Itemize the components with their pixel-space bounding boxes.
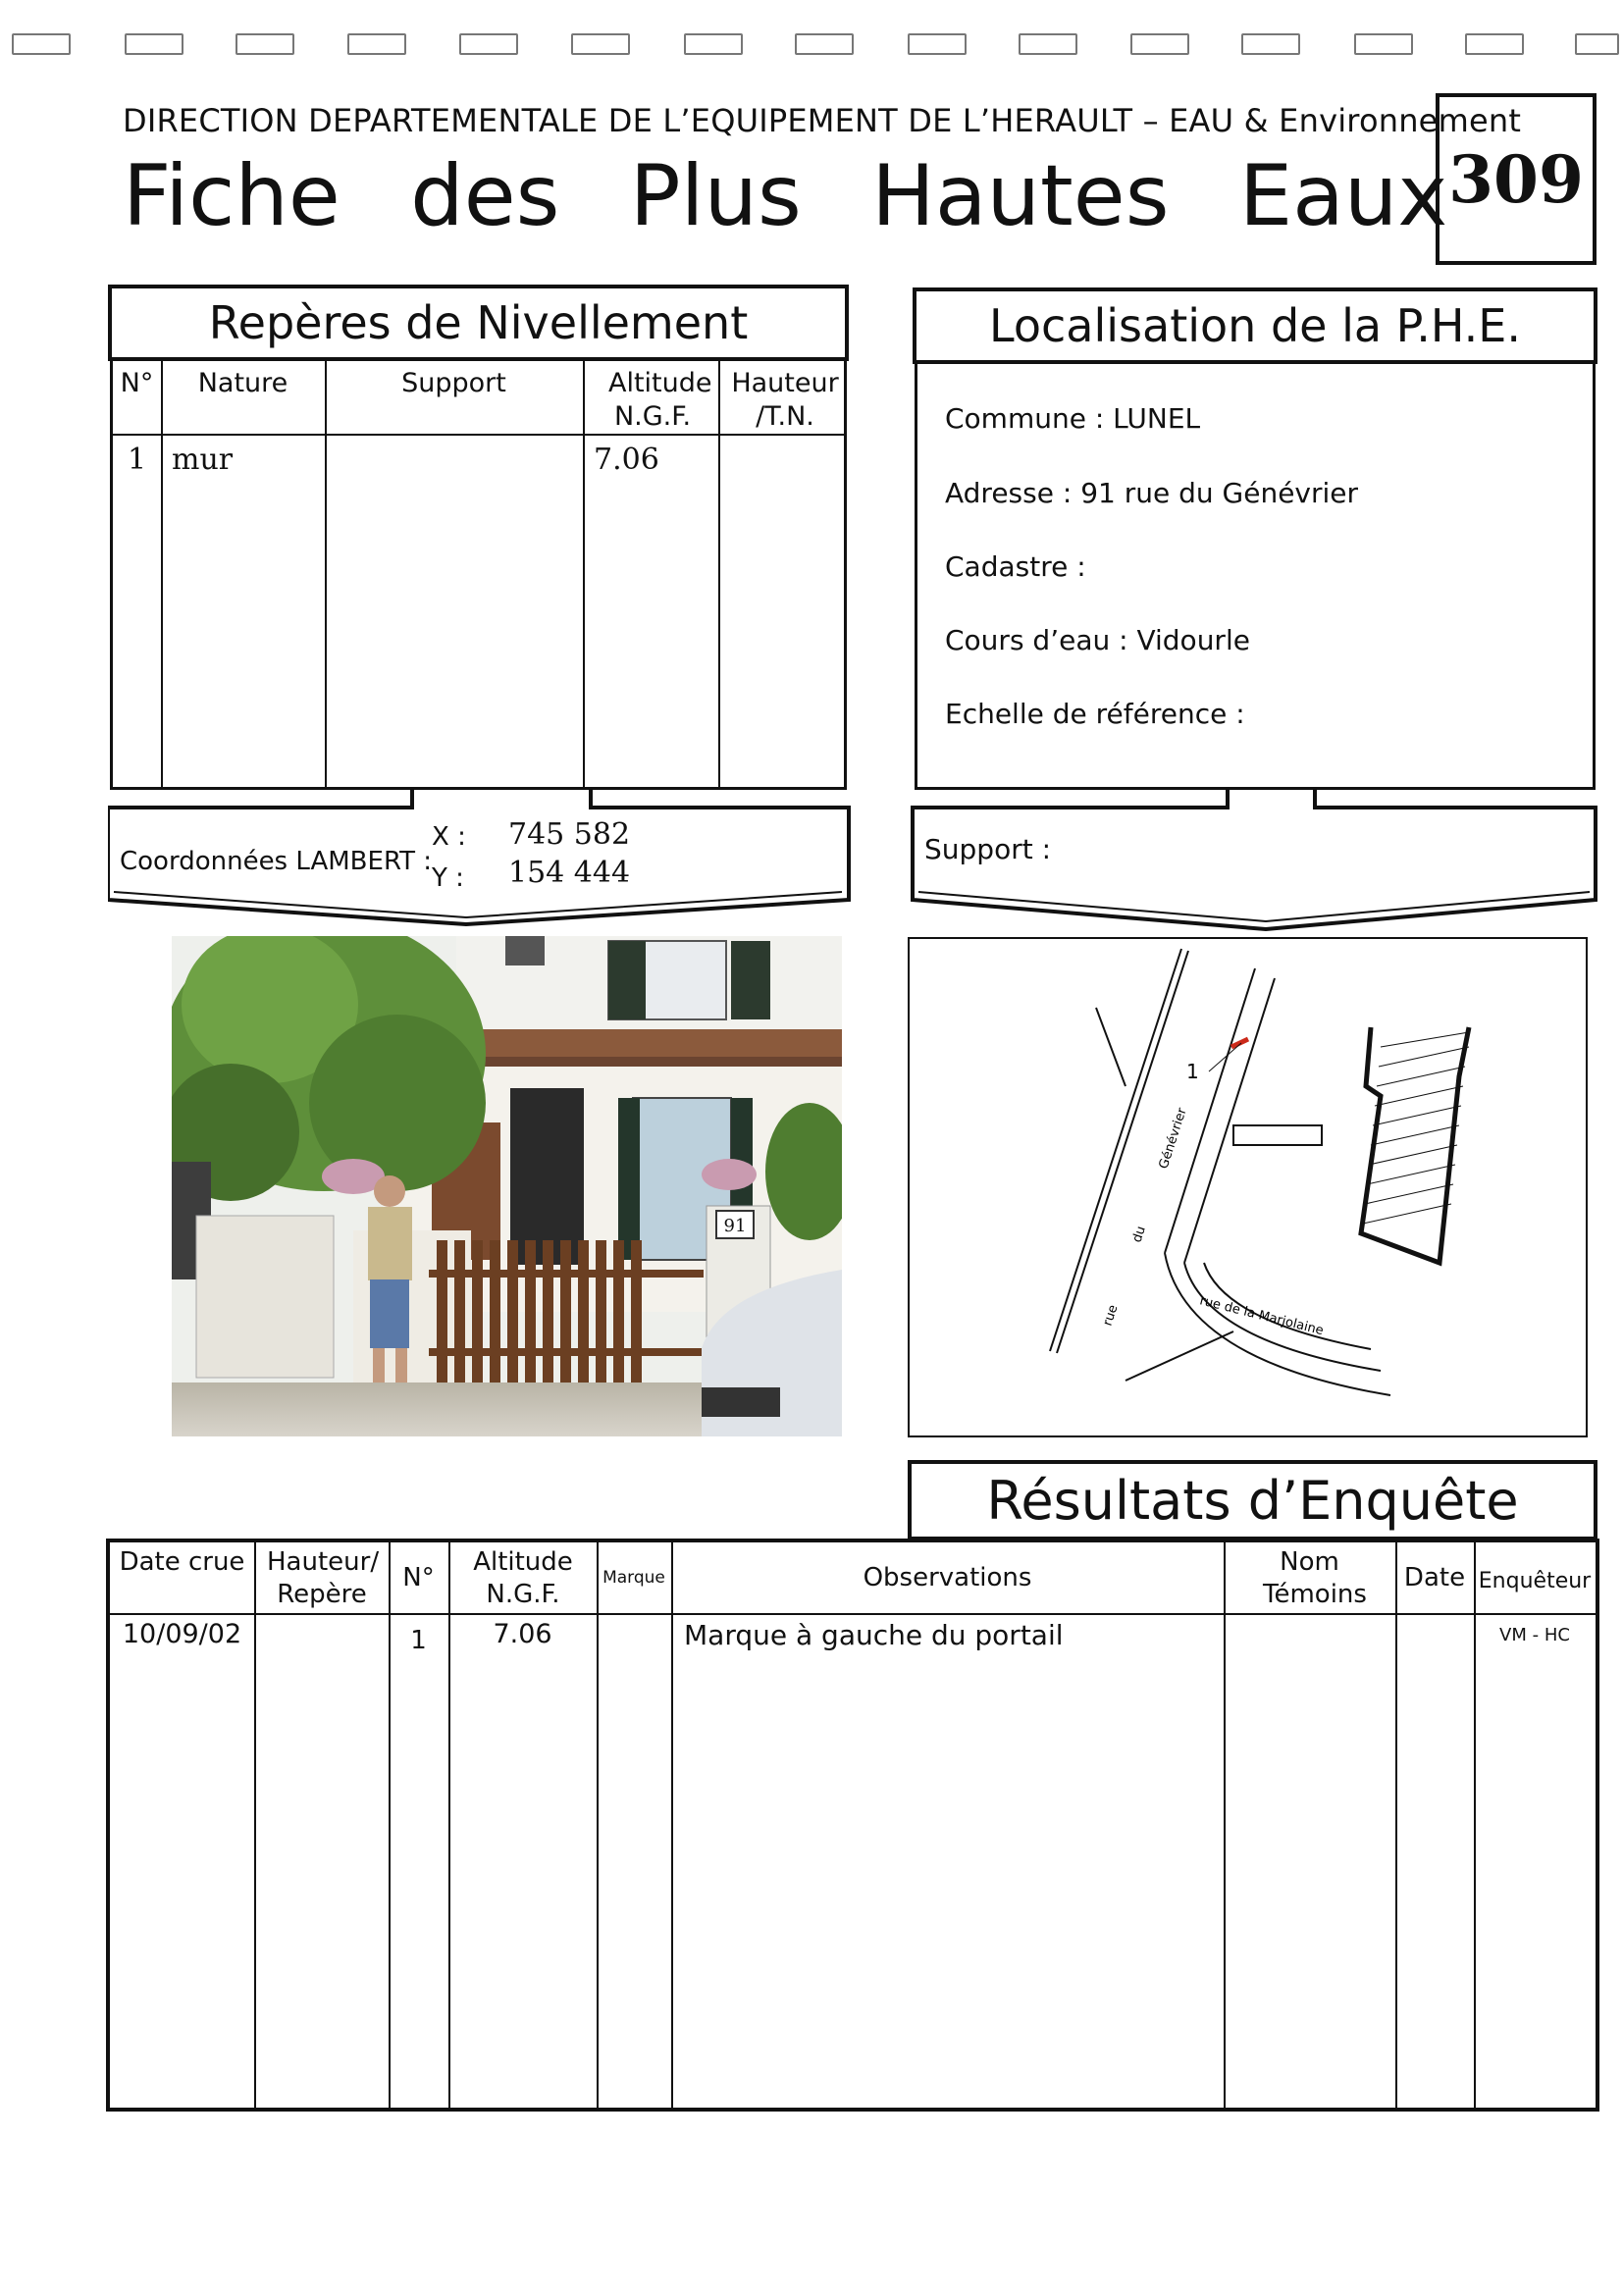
photo-illustration [172, 936, 842, 1436]
echelle-line: Echelle de référence : [945, 698, 1245, 730]
direction-header: DIRECTION DEPARTEMENTALE DE L’EQUIPEMENT DE L’HERAULT – EAU & Environnement [123, 102, 1522, 139]
x-value: 745 582 [508, 817, 631, 852]
col-header-altitude: Altitude N.G.F. [608, 368, 712, 432]
plan-street-rue: rue [1100, 1303, 1122, 1329]
support-label: Support : [924, 833, 1052, 865]
resultats-title [908, 1460, 1597, 1540]
localisation-title [913, 287, 1597, 364]
table-row-altitude: 7.06 [594, 443, 659, 477]
punch-hole [125, 33, 183, 55]
punch-hole [1241, 33, 1300, 55]
location-plan [908, 937, 1588, 1437]
col-header-enqueteur: Enquêteur [1478, 1569, 1592, 1593]
punch-hole [1575, 33, 1619, 55]
plan-street-du: du [1129, 1224, 1149, 1245]
punch-hole [12, 33, 71, 55]
commune-line: Commune : LUNEL [945, 402, 1201, 435]
plan-street-marjolaine: rue de la Marjolaine [1198, 1293, 1326, 1339]
col-header-nom-temoins: Nom Témoins [1263, 1547, 1367, 1609]
col-header-marque: Marque [602, 1568, 665, 1588]
table-row-num: 1 [127, 443, 147, 477]
plan-mark-label: 1 [1186, 1060, 1199, 1083]
table-row-num: 1 [410, 1626, 427, 1655]
page-title: Fiche des Plus Hautes Eaux [123, 147, 1448, 245]
col-header-num: N° [120, 368, 154, 398]
col-header-support: Support [401, 368, 506, 398]
punch-hole [571, 33, 630, 55]
punch-hole [347, 33, 406, 55]
coordonnees-box [108, 790, 854, 937]
support-box [911, 790, 1599, 937]
col-header-hauteur-repere: Hauteur/ Repère [267, 1547, 380, 1609]
fiche-number: 309 [1436, 93, 1597, 265]
col-header-date-crue: Date crue [119, 1547, 245, 1577]
y-value: 154 444 [508, 856, 631, 890]
punch-hole [1354, 33, 1413, 55]
plan-street-genevrier: Génévrier [1156, 1106, 1190, 1172]
cadastre-line: Cadastre : [945, 550, 1086, 583]
col-header-num: N° [402, 1563, 435, 1592]
house-photo [172, 936, 842, 1436]
table-row-altitude: 7.06 [493, 1619, 552, 1649]
punch-hole [908, 33, 967, 55]
resultats-title-text: Résultats d’Enquête [986, 1469, 1519, 1532]
localisation-title-text: Localisation de la P.H.E. [989, 299, 1521, 352]
punch-hole [459, 33, 518, 55]
table-row-enqueteur: VM - HC [1499, 1625, 1570, 1645]
plan-drawing [910, 939, 1586, 1435]
reperes-section [108, 285, 849, 790]
house-number: 91 [723, 1216, 747, 1236]
reperes-title [108, 285, 849, 361]
col-header-observations: Observations [863, 1563, 1032, 1592]
punch-hole [1019, 33, 1077, 55]
punch-hole [1130, 33, 1189, 55]
table-row-date-crue: 10/09/02 [122, 1619, 242, 1649]
y-label: Y : [432, 863, 464, 893]
col-header-altitude: Altitude N.G.F. [473, 1547, 573, 1609]
col-header-hauteur: Hauteur /T.N. [731, 368, 839, 432]
coordonnees-label: Coordonnées LAMBERT : [120, 847, 433, 876]
punch-hole [1465, 33, 1524, 55]
col-header-nature: Nature [197, 368, 288, 398]
reperes-table [110, 361, 847, 790]
col-header-date: Date [1403, 1563, 1466, 1592]
table-row-observations: Marque à gauche du portail [684, 1619, 1064, 1651]
cours-eau-line: Cours d’eau : Vidourle [945, 624, 1250, 656]
binder-holes [0, 33, 1623, 63]
resultats-table [106, 1539, 1599, 2112]
adresse-line: Adresse : 91 rue du Génévrier [945, 477, 1359, 509]
punch-hole [795, 33, 854, 55]
punch-hole [236, 33, 294, 55]
reperes-title-text: Repères de Nivellement [208, 296, 749, 349]
x-label: X : [432, 822, 466, 852]
table-row-nature: mur [172, 443, 234, 477]
punch-hole [684, 33, 743, 55]
